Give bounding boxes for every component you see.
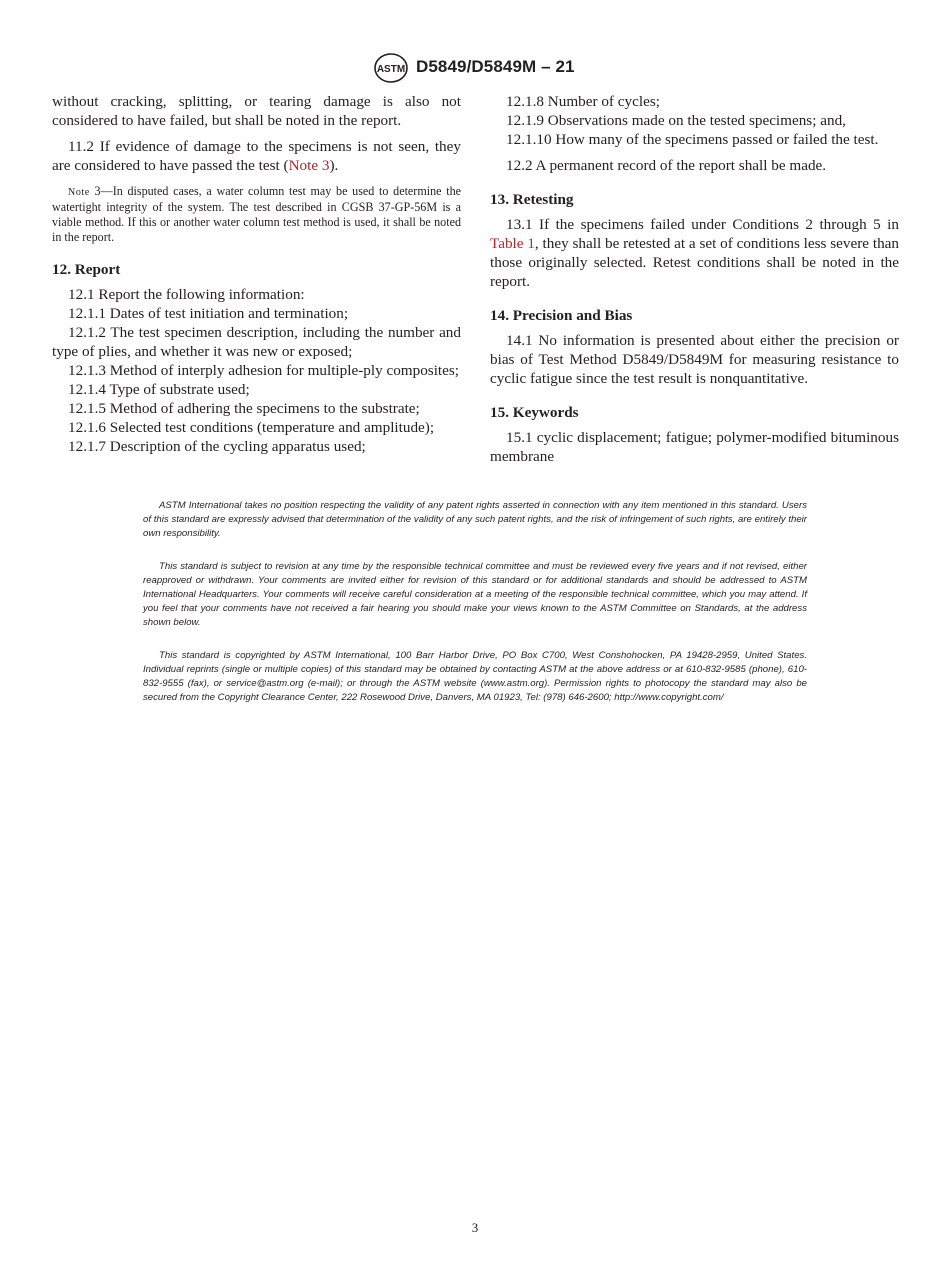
copyright-notice: This standard is copyrighted by ASTM International, 100 Barr Harbor Drive, PO Box C700, West Conshohocken, PA 19428-2959, United States. Individual reprints (single or multiple copies) of this standard may be obtained by contacting ASTM at the above address or at 610-832-9585 (phone), 610-832-9555 (fax), or service@astm.org (e-mail); or through the ASTM website (www.astm.org). Permission rights to photocopy the standard may also be secured from the Copyright Clearance Center, 222 Rosewood Drive, Danvers, MA 01923, Tel: (978) 646-2600; http://www.copyright.com/ xyxy=(143,650,807,703)
left-column xyxy=(52,92,461,456)
paragraph-13-1-text: 13.1 If the specimens failed under Conditions 2 through 5 in xyxy=(506,216,899,233)
standard-designation: D5849/D5849M – 21 xyxy=(416,57,575,76)
right-column xyxy=(490,92,899,466)
page-number: 3 xyxy=(471,1220,479,1235)
paragraph-11-2 xyxy=(52,137,461,175)
item-12-1-7: 12.1.7 Description of the cycling apparatus used; xyxy=(68,438,366,455)
item-12-1-6: 12.1.6 Selected test conditions (temperature and amplitude); xyxy=(68,419,435,436)
paragraph-13-1 xyxy=(490,215,899,291)
item-12-1-1: 12.1.1 Dates of test initiation and termination; xyxy=(68,305,349,322)
astm-logo-icon xyxy=(372,52,410,84)
item-12-1-9: 12.1.9 Observations made on the tested specimens; and, xyxy=(506,112,846,129)
note-3 xyxy=(52,184,461,245)
page-header xyxy=(0,52,950,86)
astm-logo-text: ASTM xyxy=(376,64,406,75)
note-3-label: Note xyxy=(68,187,90,198)
section-15-heading: 15. Keywords xyxy=(490,404,579,421)
paragraph-11-2-end: ). xyxy=(329,157,339,174)
note-3-link[interactable]: Note 3 xyxy=(288,157,330,174)
item-12-1-4: 12.1.4 Type of substrate used; xyxy=(68,381,250,398)
item-12-1-5: 12.1.5 Method of adhering the specimens to the substrate; xyxy=(68,400,420,417)
paragraph-12-2: 12.2 A permanent record of the report shall be made. xyxy=(506,157,827,174)
patent-disclaimer: ASTM International takes no position respecting the validity of any patent rights asserted in connection with any item mentioned in this standard. Users of this standard are expressly advised that determination of the validity of any such patent rights, and the risk of infringement of such rights, are entirely their own responsibility. xyxy=(143,500,807,539)
item-12-1-10: 12.1.10 How many of the specimens passed or failed the test. xyxy=(506,131,879,148)
continued-paragraph: without cracking, splitting, or tearing damage is also not considered to have failed, but shall be noted in the report. xyxy=(52,93,461,129)
paragraph-15-1: 15.1 cyclic displacement; fatigue; polymer-modified bituminous membrane xyxy=(490,429,899,465)
item-12-1: 12.1 Report the following information: xyxy=(68,286,305,303)
paragraph-11-2-text: 11.2 If evidence of damage to the specimens is not seen, they are considered to have passed the test ( xyxy=(52,138,461,174)
section-14-heading: 14. Precision and Bias xyxy=(490,307,633,324)
section-12-heading: 12. Report xyxy=(52,261,121,278)
revision-disclaimer: This standard is subject to revision at any time by the responsible technical committee and must be reviewed every five years and if not revised, either reapproved or withdrawn. Your comments are invited either for revision of this standard or for additional standards and should be addressed to ASTM International Headquarters. Your comments will receive careful consideration at a meeting of the responsible technical committee, which you may attend. If you feel that your comments have not received a fair hearing you should make your views known to the ASTM Committee on Standards, at the address shown below. xyxy=(143,561,807,628)
paragraph-13-1-end: , they shall be retested at a set of conditions less severe than those originally selected. Retest conditions shall be noted in the report. xyxy=(490,235,900,290)
paragraph-14-1: 14.1 No information is presented about either the precision or bias of Test Method D5849/D5849M for measuring resistance to cyclic fatigue since the test result is nonquantitative. xyxy=(490,332,899,387)
item-12-1-8: 12.1.8 Number of cycles; xyxy=(506,93,660,110)
table-1-link[interactable]: Table 1 xyxy=(490,235,535,252)
item-12-1-2: 12.1.2 The test specimen description, including the number and type of plies, and whether it was new or exposed; xyxy=(52,324,461,360)
disclaimer-block xyxy=(143,499,807,724)
section-13-heading: 13. Retesting xyxy=(490,191,574,208)
note-3-text: 3—In disputed cases, a water column test may be used to determine the watertight integrity of the system. The test described in CGSB 37-GP-56M is a viable method. If this or another water column test method is used, it shall be noted in the report. xyxy=(52,184,461,244)
item-12-1-3: 12.1.3 Method of interply adhesion for multiple-ply composites; xyxy=(68,362,460,379)
